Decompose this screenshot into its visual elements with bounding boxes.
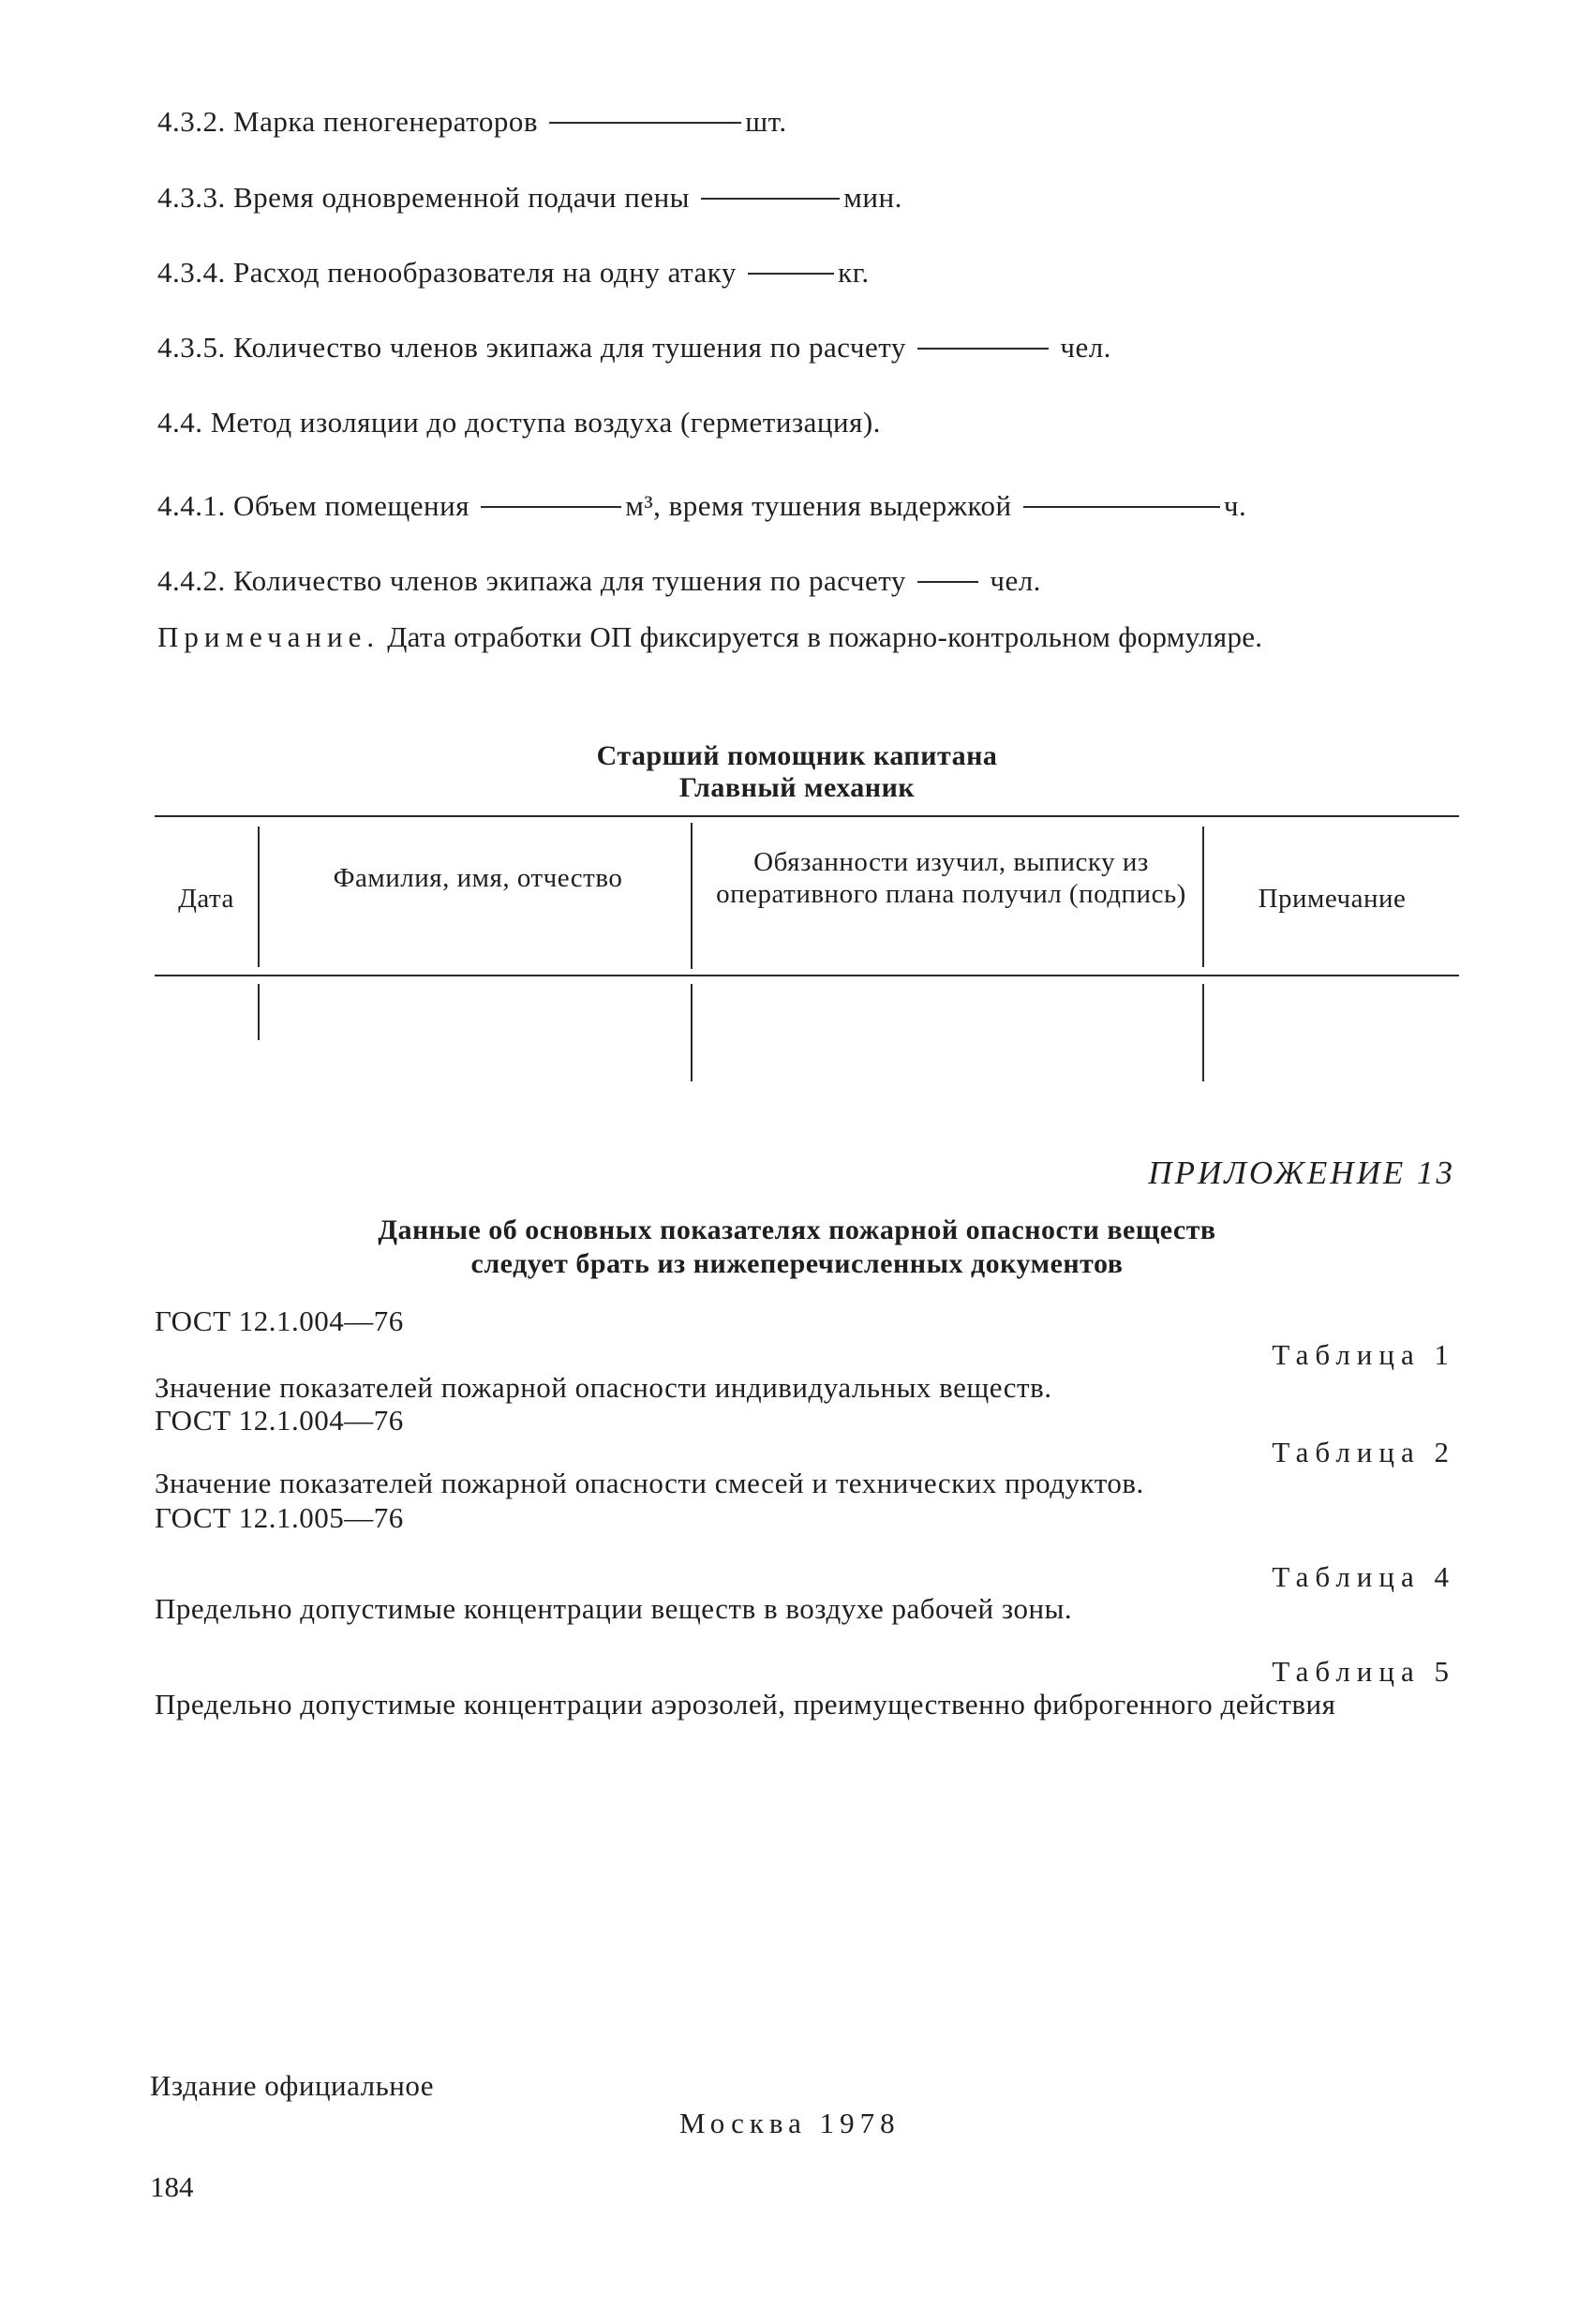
table-label-2: Таблица 2: [1272, 1436, 1455, 1468]
blank-line: [549, 122, 741, 124]
table-label-1: Таблица 1: [1272, 1338, 1455, 1371]
item-text: 4.3.2. Марка пеногенераторов: [157, 105, 539, 138]
blank-line: [917, 581, 978, 583]
item-4-4: [157, 406, 881, 439]
table-divider: [691, 823, 693, 969]
gost-reference: ГОСТ 12.1.004—76: [155, 1304, 404, 1337]
note: [157, 618, 1460, 656]
table-label-4: Таблица 4: [1272, 1560, 1455, 1593]
table-header-date: Дата: [178, 884, 234, 914]
item-text: 4.4. Метод изоляции до доступа воздуха (герметизация).: [157, 406, 881, 439]
appendix-subtitle-line-2: следует брать из нижеперечисленных документов: [470, 1248, 1124, 1279]
table-top-rule: [155, 815, 1459, 817]
item-text: 4.3.5. Количество членов экипажа для тушения по расчету: [157, 331, 906, 364]
table-divider: [258, 984, 260, 1040]
page-number: 184: [150, 2170, 194, 2203]
item-text: 4.3.3. Время одновременной подачи пены: [157, 181, 691, 214]
item-text: 4.4.1. Объем помещения: [157, 489, 469, 522]
table-divider: [1202, 984, 1204, 1081]
gost-reference: ГОСТ 12.1.005—76: [155, 1501, 404, 1534]
table-divider: [691, 984, 693, 1081]
blank-line: [481, 506, 621, 508]
table-header-duties: Обязанности изучил, выписку из оперативного плана получил (подпись): [716, 847, 1186, 909]
item-unit-2: ч.: [1223, 489, 1247, 522]
table-header-rule: [155, 975, 1459, 976]
appendix-title: ПРИЛОЖЕНИЕ 13: [1148, 1155, 1455, 1191]
note-text: Дата отработки ОП фиксируется в пожарно-контрольном формуляре.: [387, 620, 1263, 653]
item-4-4-1: [157, 489, 1246, 523]
blank-line: [1023, 506, 1220, 508]
signature-line-1: Старший помощник капитана: [596, 740, 998, 771]
entry-description-1: Значение показателей пожарной опасности индивидуальных веществ.: [155, 1371, 1052, 1404]
table-label-5: Таблица 5: [1272, 1655, 1455, 1688]
item-4-3-4: [157, 256, 870, 290]
blank-line: [748, 273, 834, 275]
item-4-3-3: [157, 181, 902, 215]
entry-description-5: Предельно допустимые концентрации аэрозолей, преимущественно фиброгенного действия: [155, 1688, 1336, 1721]
table-header-name: Фамилия, имя, отчество: [333, 863, 623, 893]
entry-description-4: Предельно допустимые концентрации веществ в воздухе рабочей зоны.: [155, 1592, 1073, 1625]
appendix-subtitle-line-1: Данные об основных показателях пожарной опасности веществ: [378, 1214, 1216, 1245]
item-4-3-2: [157, 105, 787, 139]
signature-line-2: Главный механик: [678, 772, 916, 803]
item-4-3-5: [157, 331, 1111, 365]
gost-reference: ГОСТ 12.1.004—76: [155, 1404, 404, 1437]
edition-label: Издание официальное: [150, 2069, 435, 2102]
item-unit: шт.: [745, 105, 787, 138]
entry-description-2: Значение показателей пожарной опасности смесей и технических продуктов.: [155, 1467, 1144, 1499]
item-text: 4.3.4. Расход пенообразователя на одну атаку: [157, 256, 737, 289]
blank-line: [701, 198, 840, 200]
item-unit: м³, время тушения выдержкой: [625, 489, 1012, 522]
item-4-4-2: [157, 564, 1041, 598]
item-unit: чел.: [1060, 331, 1111, 364]
table-divider: [1202, 827, 1204, 967]
table-header-note: Примечание: [1258, 884, 1407, 914]
item-unit: кг.: [838, 256, 870, 289]
blank-line: [917, 348, 1049, 350]
item-unit: мин.: [843, 181, 902, 214]
item-text: 4.4.2. Количество членов экипажа для тушения по расчету: [157, 564, 906, 597]
city-year: Москва 1978: [679, 2107, 901, 2139]
note-label: Примечание.: [157, 620, 380, 653]
item-unit: чел.: [990, 564, 1041, 597]
table-divider: [258, 827, 260, 967]
